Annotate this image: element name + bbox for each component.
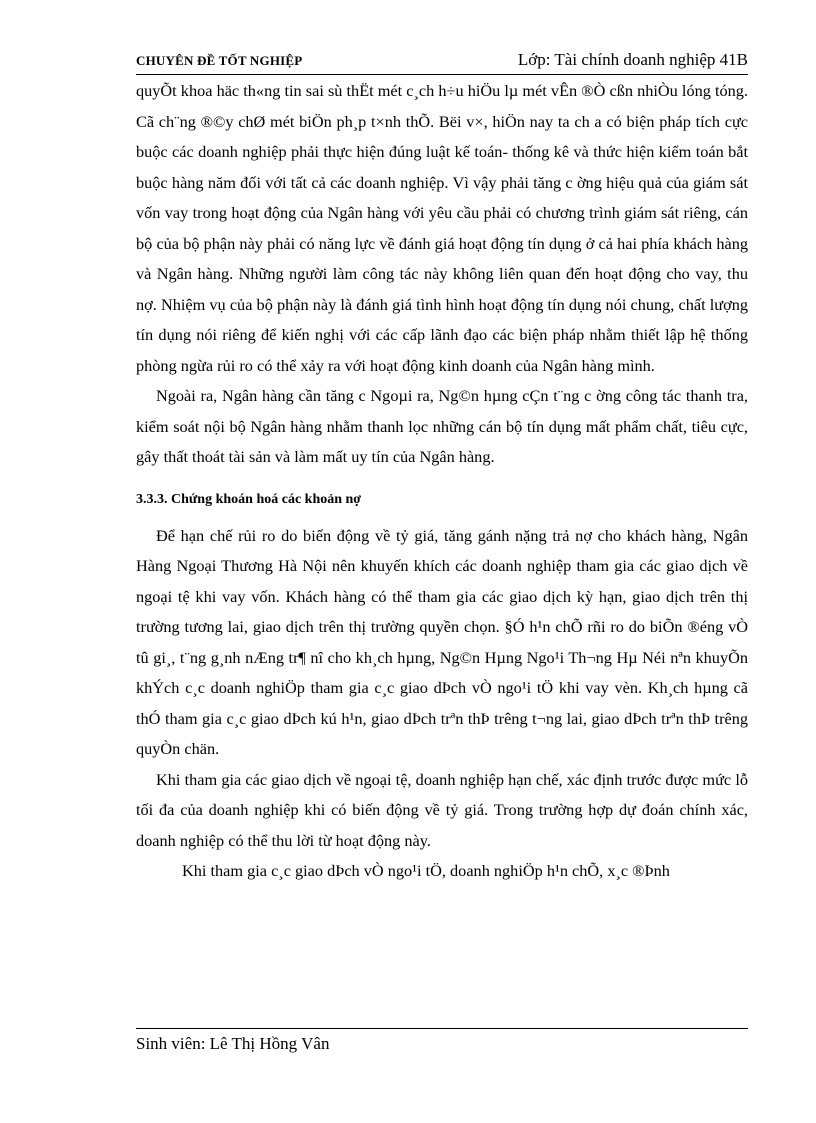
class-label: Lớp: Tài chính doanh nghiệp 41B [517, 50, 748, 69]
paragraph-3: Để hạn chế rủi ro do biến động về tỷ giá, tăng gánh nặng trả nợ cho khách hàng, Ngân Hàng Ngoại Thương Hà Nội nên khuyến khích các doanh nghiệp tham gia các giao dịch về ngoại tệ khi vay vốn. Khách hàng có thể tham gia các giao dịch kỳ hạn, giao dịch trên thị trường tương lai, giao dịch trên thị trường quyền chọn. §Ó h¹n chÕ rñi ro do biÕn ®éng vÒ tû gi¸, t¨ng g¸nh nÆng tr¶ nî cho kh¸ch hµng, Ng©n Hµng Ngo¹i Th¬ng Hµ Néi nªn khuyÕn khÝch c¸c doanh nghiÖp tham gia c¸c giao dÞch vÒ ngo¹i tÖ khi vay vèn. Kh¸ch hµng cã thÓ tham gia c¸c giao dÞch kú h¹n, giao dÞch trªn thÞ trêng t¬ng lai, giao dÞch trªn thÞ trêng quyÒn chän. [136, 525, 748, 758]
paragraph-1: quyÕt khoa häc th«ng tin sai sù thËt mét c¸ch h÷u hiÖu lµ mét vÊn ®Ò cßn nhiÒu lóng tóng. Cã ch¨ng ®©y chØ mét biÖn ph¸p t×nh thÕ. Bëi v×, hiÖn nay ta ch a có biện pháp tích cực buộc các doanh nghiệp phải thực hiện đúng luật kế toán- thống kê và thức hiện kiểm toán bắt buộc hàng năm đối với tất cả các doanh nghiệp. Vì vậy phải tăng c ờng hiệu quả của giám sát vốn vay trong hoạt động của Ngân hàng với yêu cầu phải có chương trình giám sát riêng, cán bộ của bộ phận này phải có năng lực về đánh giá hoạt động tín dụng ở cả hai phía khách hàng và Ngân hàng. Những người làm công tác này không liên quan đến hoạt động cho vay, thu nợ. Nhiệm vụ của bộ phận này là đánh giá tình hình hoạt động tín dụng nói chung, chất lượng tín dụng nói riêng để kiến nghị với các cấp lãnh đạo các biện pháp nhằm thiết lập hệ thống phòng ngừa rủi ro có thể xảy ra với hoạt động kinh doanh của Ngân hàng mình. [136, 81, 748, 375]
paragraph-4: Khi tham gia các giao dịch về ngoại tệ, doanh nghiệp hạn chế, xác định trước được mức lỗ tối đa của doanh nghiệp khi có biến động về tỷ giá. Trong trường hợp dự đoán chính xác, doanh nghiệp có thể thu lời từ hoạt động này. [136, 769, 748, 850]
main-content [136, 76, 748, 887]
section-heading: 3.3.3. Chứng khoán hoá các khoản nợ [136, 491, 362, 507]
footer-divider [136, 1028, 748, 1029]
paragraph-2: Ngoài ra, Ngân hàng cần tăng c Ngoµi ra, Ng©n hµng cÇn t¨ng c ờng công tác thanh tra, kiểm soát nội bộ Ngân hàng nhằm thanh lọc những cán bộ tín dụng mất phẩm chất, tiêu cực, gây thất thoát tài sản và làm mất uy tín của Ngân hàng. [136, 386, 748, 466]
page-header [136, 50, 748, 75]
document-type-title: CHUYÊN ĐỀ TỐT NGHIỆP [136, 53, 303, 68]
student-name: Sinh viên: Lê Thị Hồng Vân [136, 1034, 330, 1053]
paragraph-5: Khi tham gia c¸c giao dÞch vÒ ngo¹i tÖ, doanh nghiÖp h¹n chÕ, x¸c ®Þnh [182, 861, 670, 880]
